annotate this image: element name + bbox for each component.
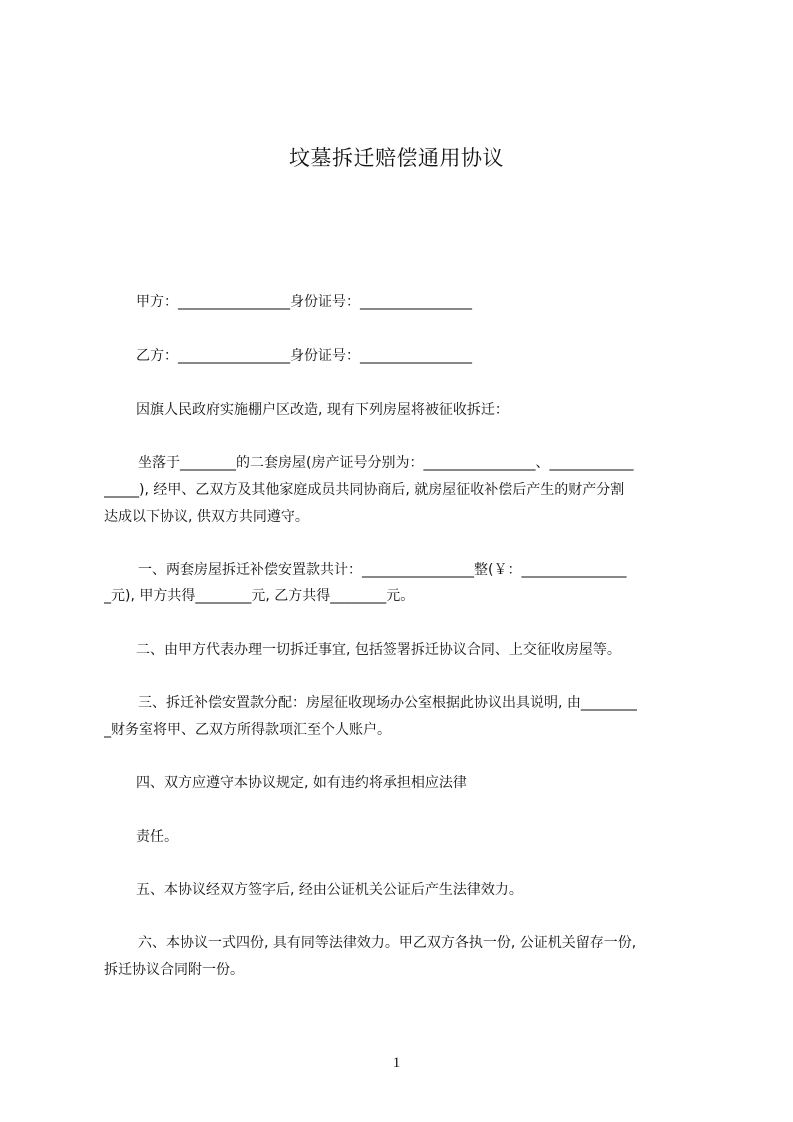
party-b-line: 乙方：________________身份证号：________________ [136,348,472,364]
location-paragraph-line-3: 达成以下协议, 供双方共同遵守。 [104,509,309,525]
clause-5: 五、本协议经双方签字后, 经由公证机关公证后产生法律效力。 [136,882,523,898]
clause-4-line-1: 四、双方应遵守本协议规定, 如有违约将承担相应法律 [136,775,467,791]
clause-4-line-2: 责任。 [136,829,178,845]
clause-6-line-2: 拆迁协议合同附一份。 [104,962,244,978]
clause-1-line-2: _元), 甲方共得________元, 乙方共得________元。 [104,588,415,604]
clause-3-line-2: _财务室将甲、乙双方所得款项汇至个人账户。 [104,722,391,738]
clause-3-line-1: 三、拆迁补偿安置款分配：房屋征收现场办公室根据此协议出具说明, 由________ [138,695,637,711]
intro-paragraph: 因旗人民政府实施棚户区改造, 现有下列房屋将被征收拆迁： [136,402,509,418]
document-title: 坟墓拆迁赔偿通用协议 [289,146,504,170]
page-number: 1 [392,1055,401,1071]
clause-6-line-1: 六、本协议一式四份, 具有同等法律效力。甲乙双方各执一份, 公证机关留存一份, [138,935,637,951]
location-paragraph-line-1: 坐落于________的二套房屋(房产证号分别为：________________、____________ [138,455,634,471]
party-a-line: 甲方：________________身份证号：________________ [136,294,472,310]
location-paragraph-line-2: _____), 经甲、乙双方及其他家庭成员共同协商后, 就房屋征收补偿后产生的财产分割 [104,482,625,498]
clause-2: 二、由甲方代表办理一切拆迁事宜, 包括签署拆迁协议合同、上交征收房屋等。 [136,642,621,658]
clause-1-line-1: 一、两套房屋拆迁补偿安置款共计：________________整(￥：_______________ [138,562,627,578]
